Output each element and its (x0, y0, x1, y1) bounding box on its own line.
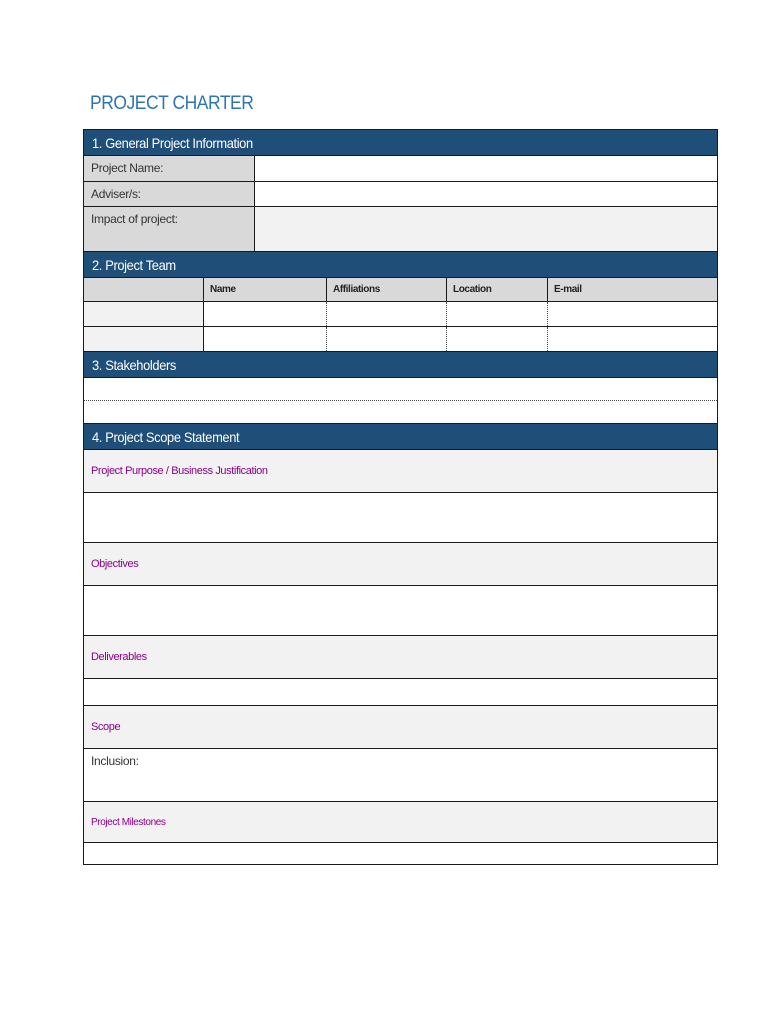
team-cell-location[interactable] (447, 327, 548, 351)
project-name-field[interactable] (255, 156, 717, 181)
impact-row (84, 206, 717, 251)
team-col-location: Location (447, 278, 548, 301)
project-name-label: Project Name: (84, 156, 255, 181)
stakeholder-field[interactable] (84, 400, 717, 423)
team-cell-email[interactable] (548, 327, 717, 351)
adviser-field[interactable] (255, 182, 717, 206)
team-cell-role[interactable] (84, 302, 204, 326)
purpose-field[interactable] (84, 492, 717, 542)
team-cell-name[interactable] (204, 302, 327, 326)
section-general-header: 1. General Project Information (84, 129, 717, 155)
milestones-field[interactable] (84, 842, 717, 864)
stakeholder-field[interactable] (84, 377, 717, 400)
team-col-affiliations: Affiliations (327, 278, 447, 301)
purpose-heading: Project Purpose / Business Justification (84, 449, 717, 492)
project-name-row (84, 155, 717, 181)
team-table-header (84, 277, 717, 301)
team-cell-affiliations[interactable] (327, 327, 447, 351)
team-cell-email[interactable] (548, 302, 717, 326)
section-stakeholders-header: 3. Stakeholders (84, 351, 717, 377)
deliverables-field[interactable] (84, 678, 717, 705)
inclusion-field[interactable] (84, 748, 717, 801)
team-cell-location[interactable] (447, 302, 548, 326)
team-cell-role[interactable] (84, 327, 204, 351)
team-cell-affiliations[interactable] (327, 302, 447, 326)
team-col-name: Name (204, 278, 327, 301)
objectives-field[interactable] (84, 585, 717, 635)
section-scope-header: 4. Project Scope Statement (84, 423, 717, 449)
page-title: PROJECT CHARTER (90, 93, 254, 114)
adviser-row (84, 181, 717, 206)
deliverables-heading: Deliverables (84, 635, 717, 678)
objectives-heading: Objectives (84, 542, 717, 585)
impact-label: Impact of project: (84, 207, 255, 251)
charter-form (83, 129, 718, 865)
table-row (84, 326, 717, 351)
impact-field[interactable] (255, 207, 717, 251)
scope-heading: Scope (84, 705, 717, 748)
table-row (84, 301, 717, 326)
team-col-email: E-mail (548, 278, 717, 301)
section-team-header: 2. Project Team (84, 251, 717, 277)
team-col-blank (84, 278, 204, 301)
adviser-label: Adviser/s: (84, 182, 255, 206)
milestones-heading: Project Milestones (84, 801, 717, 842)
team-cell-name[interactable] (204, 327, 327, 351)
inclusion-label: Inclusion: (91, 754, 139, 768)
